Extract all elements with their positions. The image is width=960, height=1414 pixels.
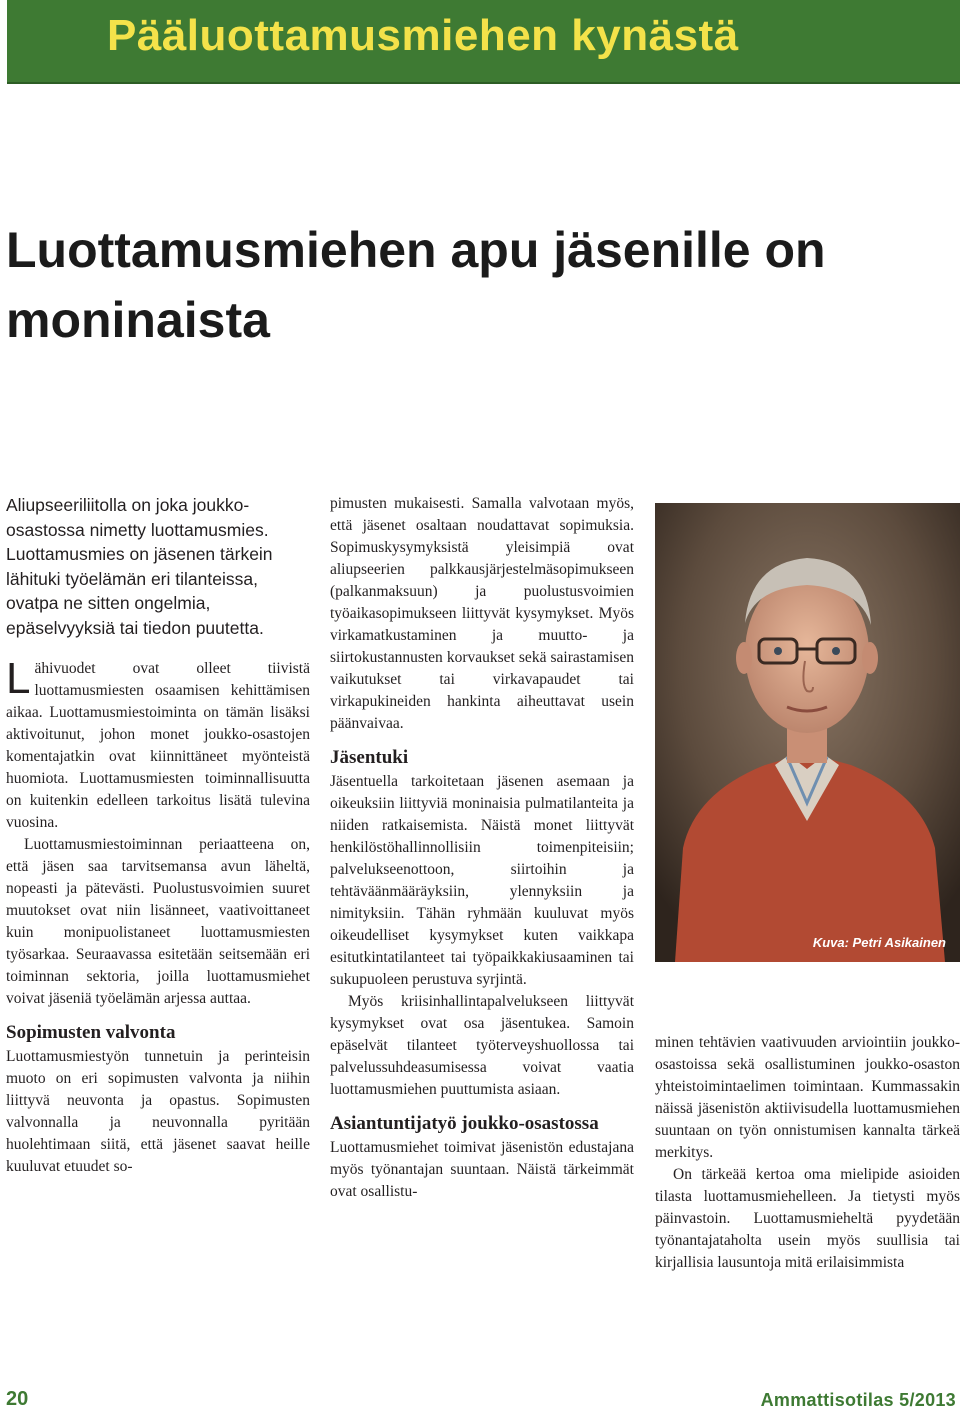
paragraph: Jäsentuella tarkoitetaan jäsenen asemaan ja oikeuksiin liittyviä moninaisia pulmatilanteita ja niiden ratkaisemista. Näistä monet liittyvät henkilöstöhallinnollisiin toimenpiteisiin; palvelukseenottoon, siirtoihin ja tehtäväänmääräyksiin, ylennyksiin ja nimityksiin. Tähän ryhmään kuuluvat myös oikeudelliset kysymykset kuten vaikkapa esitutkintatilanteet tai työpaikkakiusaaminen tai sukupuoleen perustuva syrjintä. <box>330 773 634 988</box>
paragraph: Luottamusmiehet toimivat jäsenistön edustajana myös työnantajan suuntaan. Näistä tärkeimmät ovat osallistu- <box>330 1139 634 1200</box>
section-banner <box>7 0 960 84</box>
paragraph: pimusten mukaisesti. Samalla valvotaan myös, että jäsenet osaltaan noudattavat sopimuksia. Sopimuskysymyksistä yleisimpiä ovat aliupseerien palkkausjärjestelmäsopimukseen (palkanmaksuun) ja puolustusvoimien työaikasopimukseen liittyvät kysymykset. Myös virkamatkustaminen ja muutto- ja siirtokustannusten korvaukset sekä sairastamisen vaikutukset tai virkavapaudet tai virkapukineiden hankinta aiheuttavat usein päänvaivaa. <box>330 495 634 732</box>
paragraph: minen tehtävien vaativuuden arviointiin joukko-osastoissa sekä osallistuminen joukko-osaston yhteistoimintaelimen toimintaan. Kummassakin näissä jäsenistön aktiivisudella luottamusmiehen suuntaan on työn onnistumisen kannalta tärkeä merkitys. <box>655 1034 960 1161</box>
paragraph: On tärkeää kertoa oma mielipide asioiden tilasta luottamusmiehelleen. Ja tietysti myös päinvastoin. Luottamusmieheltä pyydetään työnantajataholta usein myös suullisia tai kirjallisia lausuntoja mitä erilaisimmista <box>655 1166 960 1271</box>
article-headline: Luottamusmiehen apu jäsenille on moninaista <box>6 222 826 348</box>
text-column-3 <box>655 1032 960 1274</box>
paragraph: Luottamusmiestoiminnan periaatteena on, että jäsen saa tarvitsemansa avun läheltä, nopeasti ja pätevästi. Puolustusvoimien suuret muutokset ovat niin lisänneet, vaativoittaneet kuin monipuolistaneet luottamusmiesten työsarkaa. Seuraavassa esitetään seitsemään eri toiminnan sektoria, joilla luottamusmiehet voivat jäseniä työelämän arjessa auttaa. <box>6 836 310 1007</box>
section-title: Pääluottamusmiehen kynästä <box>107 11 739 60</box>
portrait-photo <box>655 503 960 962</box>
magazine-issue: Ammattisotilas 5/2013 <box>760 1390 956 1410</box>
subheading-sopimusten-valvonta: Sopimusten valvonta <box>6 1022 176 1043</box>
subheading-jasentuki: Jäsentuki <box>330 747 409 768</box>
drop-cap: L <box>6 654 31 703</box>
article-lead: Aliupseeriliitolla on joka joukko-osastossa nimetty luottamusmies. Luottamusmies on jäsenen tärkein lähituki työelämän eri tilanteissa, ovatpa ne sitten ongelmia, epäselvyyksiä tai tiedon puutetta. <box>6 495 273 638</box>
text-column-1 <box>6 493 310 1178</box>
page-number: 20 <box>6 1388 29 1410</box>
portrait-illustration <box>655 503 960 962</box>
intro-paragraph <box>6 654 310 834</box>
subheading-asiantuntijatyo: Asiantuntijatyö joukko-osastossa <box>330 1113 599 1134</box>
text-column-2 <box>330 493 634 1203</box>
paragraph: Luottamusmiestyön tunnetuin ja perinteisin muoto on eri sopimusten valvonta ja niihin liittyvä neuvonta ja opastus. Sopimusten valvonnalla ja neuvonnalla pyritään huolehtimaan siitä, että jäsenet saavat heille kuuluvat etuudet so- <box>6 1048 310 1175</box>
intro-text: ähivuodet ovat olleet tiivistä luottamusmiesten osaamisen kehittämisen aikaa. Luottamusmiestoiminta on tämän lisäksi aktivoitunut, johon monet joukko-osastojen komentajatkin ovat kiinnittäneet myönteistä huomiota. Luottamusmiesten toiminnallisuutta on kuitenkin edelleen tarkoitus lisätä tulevina vuosina. <box>6 660 310 831</box>
photo-credit: Kuva: Petri Asikainen <box>812 935 946 950</box>
paragraph: Myös kriisinhallintapalvelukseen liittyvät kysymykset ovat osa jäsentukea. Samoin epäselvät tilanteet työterveyshuollossa tai palvelussuhdeasumisessa voivat vaatia luottamusmiehen puuttumista asiaan. <box>330 993 634 1098</box>
